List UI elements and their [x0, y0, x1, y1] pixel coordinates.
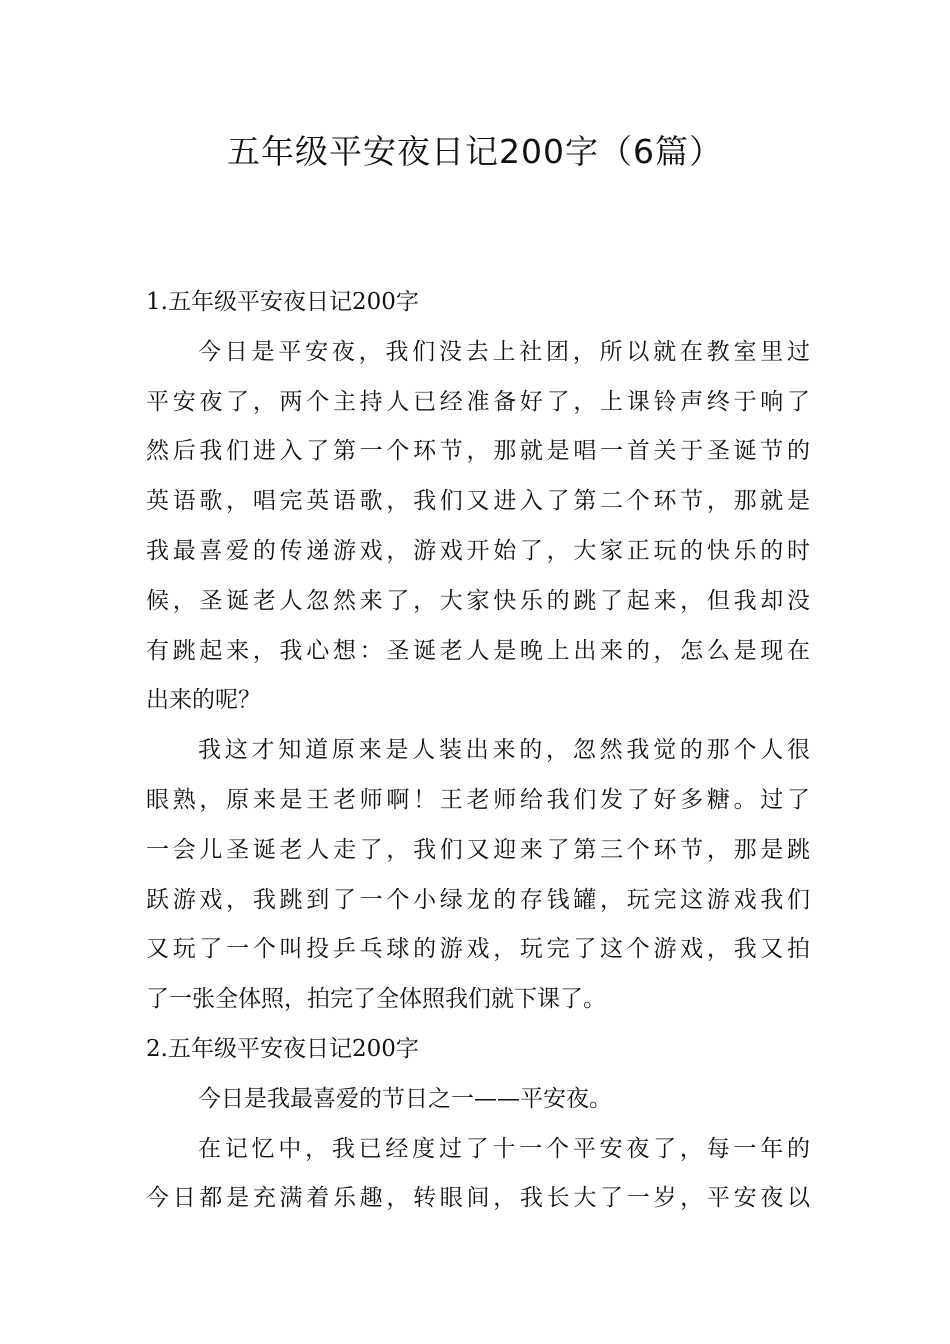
paragraph-line: 又玩了一个叫投乒乓球的游戏，玩完了这个游戏，我又拍 [146, 936, 810, 963]
paragraph-line: 平安夜了，两个主持人已经准备好了，上课铃声终于响了 [146, 388, 810, 415]
paragraph-line: 有跳起来，我心想：圣诞老人是晚上出来的，怎么是现在 [146, 637, 810, 664]
paragraph-line: 一会儿圣诞老人走了，我们又迎来了第三个环节，那是跳 [146, 836, 810, 863]
paragraph-line: 在记忆中，我已经度过了十一个平安夜了，每一年的 [198, 1135, 810, 1162]
paragraph-line: 然后我们进入了第一个环节，那就是唱一首关于圣诞节的 [146, 438, 810, 465]
paragraph-line: 我这才知道原来是人装出来的，忽然我觉的那个人很 [198, 737, 810, 764]
section-heading: 2.五年级平安夜日记200字 [146, 1035, 419, 1062]
paragraph-line: 今日是我最喜爱的节日之一——平安夜。 [198, 1085, 612, 1112]
document-body [146, 278, 810, 1224]
paragraph-line: 跃游戏，我跳到了一个小绿龙的存钱罐，玩完这游戏我们 [146, 886, 810, 913]
document-title: 五年级平安夜日记200字（6篇） [227, 132, 723, 171]
paragraph-line: 英语歌，唱完英语歌，我们又进入了第二个环节，那就是 [146, 488, 810, 515]
paragraph-line: 今日都是充满着乐趣，转眼间，我长大了一岁，平安夜以 [146, 1185, 810, 1212]
paragraph-line: 眼熟，原来是王老师啊！王老师给我们发了好多糖。过了 [146, 786, 810, 813]
paragraph-line: 了一张全体照，拍完了全体照我们就下课了。 [146, 986, 606, 1013]
paragraph-line: 今日是平安夜，我们没去上社团，所以就在教室里过 [198, 338, 810, 365]
paragraph-line: 我最喜爱的传递游戏，游戏开始了，大家正玩的快乐的时 [146, 537, 810, 564]
paragraph-line: 出来的呢？ [146, 687, 261, 714]
section-heading: 1.五年级平安夜日记200字 [146, 289, 419, 315]
paragraph-line: 候，圣诞老人忽然来了，大家快乐的跳了起来，但我却没 [146, 587, 810, 614]
